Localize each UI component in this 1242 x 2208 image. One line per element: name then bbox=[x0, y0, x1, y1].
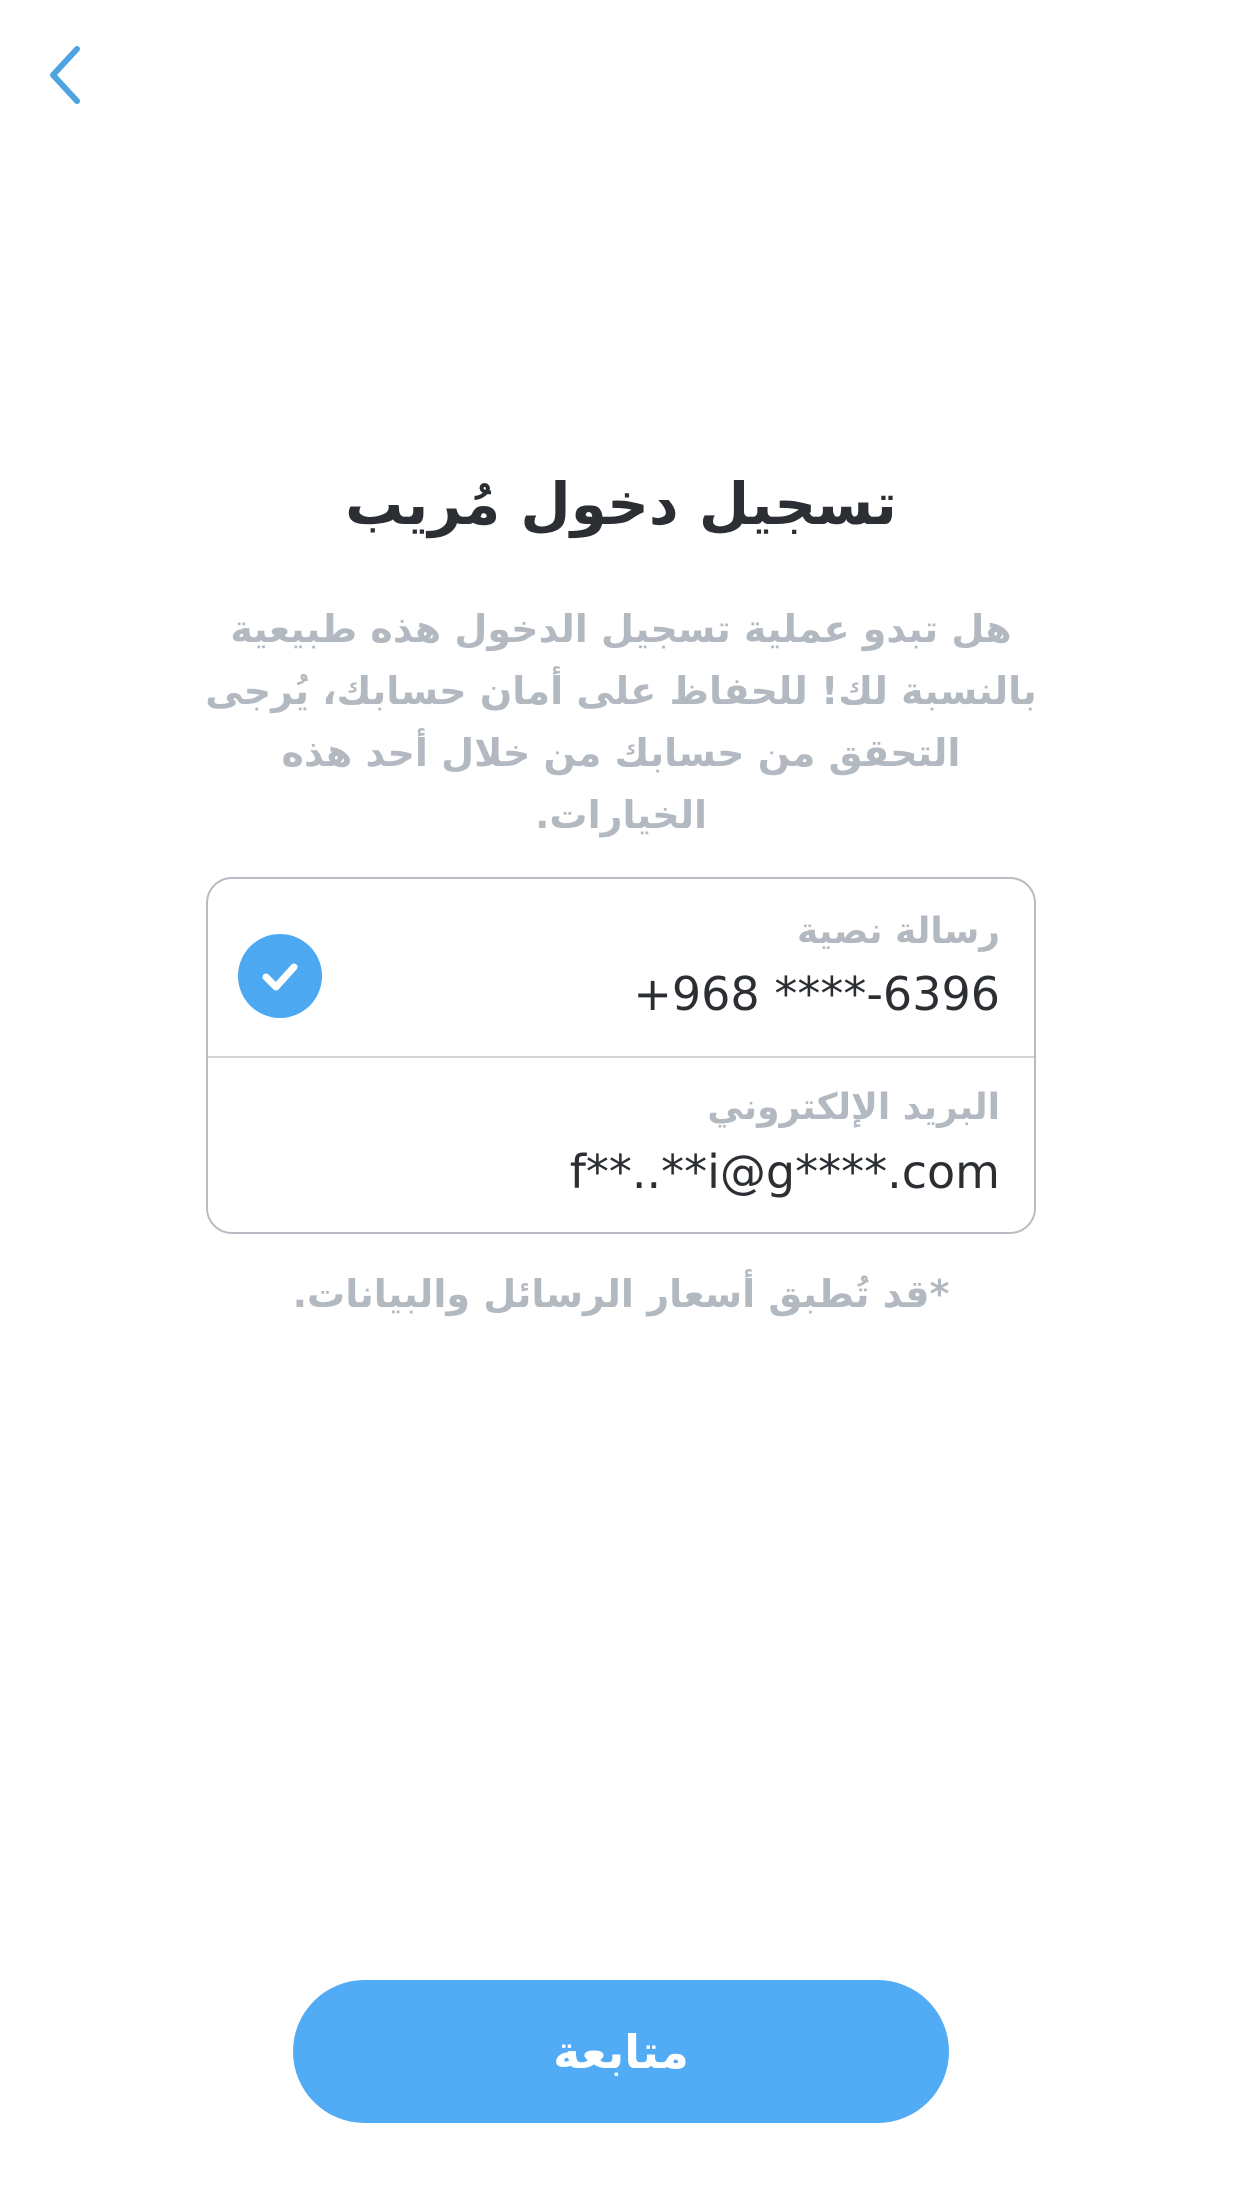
option-sms[interactable] bbox=[208, 879, 1034, 1057]
back-button[interactable] bbox=[30, 30, 100, 120]
page-description: هل تبدو عملية تسجيل الدخول هذه طبيعية بالنسبة لك! للحفاظ على أمان حسابك، يُرجى التحقق من حسابك من خلال أحد هذه الخيارات. bbox=[205, 607, 1037, 837]
verification-options bbox=[206, 877, 1036, 1234]
checkmark-icon bbox=[256, 952, 304, 1000]
option-sms-label: رسالة نصية bbox=[796, 911, 1000, 952]
chevron-left-icon bbox=[45, 43, 85, 107]
option-sms-value: +968 ****-6396 bbox=[633, 967, 1000, 1021]
page-title: تسجيل دخول مُريب bbox=[345, 470, 897, 538]
option-email[interactable] bbox=[208, 1057, 1034, 1234]
continue-button[interactable]: متابعة bbox=[293, 1980, 949, 2123]
rates-disclaimer: *قد تُطبق أسعار الرسائل والبيانات. bbox=[292, 1272, 950, 1316]
option-email-value: f**..**i@g****.com bbox=[569, 1145, 1000, 1199]
check-circle-icon bbox=[238, 934, 322, 1018]
option-email-label: البريد الإلكتروني bbox=[707, 1087, 1000, 1128]
